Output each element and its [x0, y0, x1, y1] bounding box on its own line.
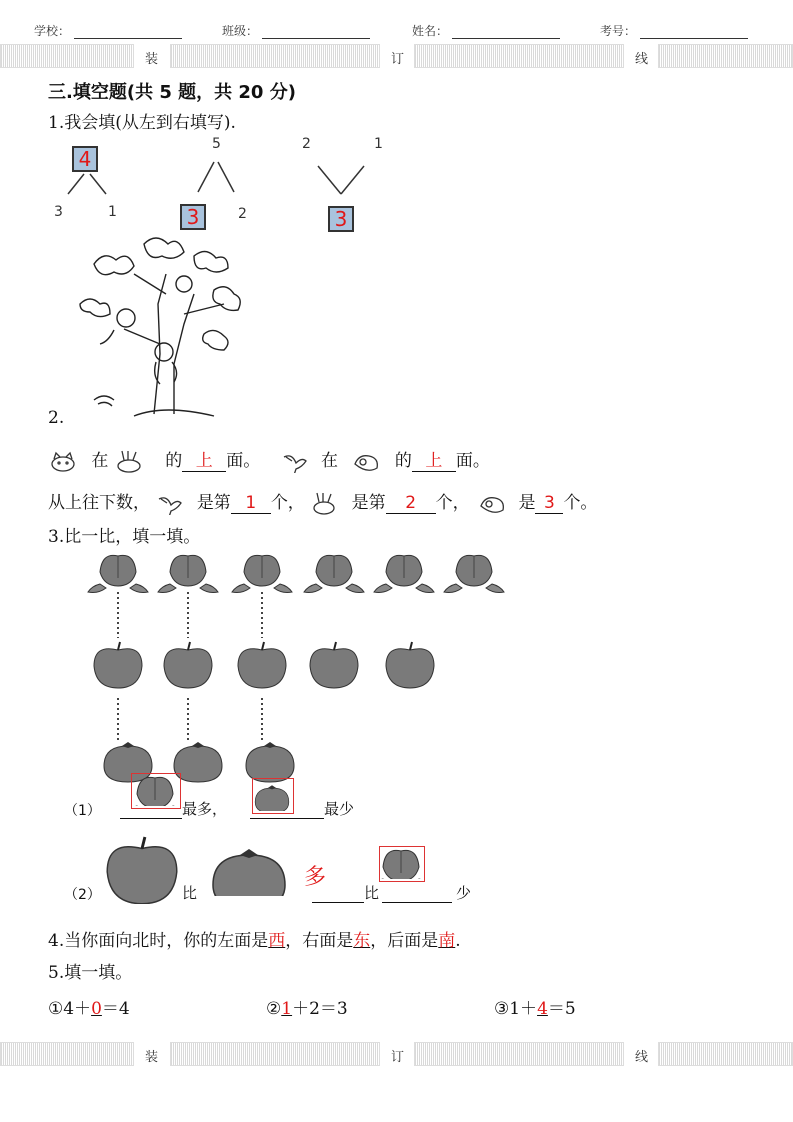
- binding-band-bottom: [0, 1042, 793, 1066]
- branch-number: 2: [238, 206, 247, 222]
- tomato-icon: [174, 742, 222, 782]
- q4-line: [48, 926, 461, 951]
- name-blank[interactable]: [452, 26, 560, 39]
- text: 是: [518, 493, 536, 513]
- text: 是第: [196, 493, 231, 513]
- q2-label: 2.: [48, 408, 65, 428]
- hatch-strip: [170, 44, 380, 68]
- exam-no-field: [600, 22, 748, 39]
- hatch-strip: [0, 1042, 134, 1066]
- text: 的: [165, 451, 183, 471]
- binding-char: 线: [635, 52, 649, 67]
- school-blank[interactable]: [74, 26, 182, 39]
- apple-icon: [238, 642, 286, 688]
- name-label: 姓名：: [412, 24, 449, 38]
- text: ③1＋: [494, 999, 538, 1019]
- peach-row: [88, 555, 504, 592]
- answer-text[interactable]: 4: [537, 999, 548, 1019]
- q5-item: [266, 994, 348, 1019]
- text: 从上往下数，: [48, 493, 150, 513]
- peach-icon: [380, 847, 422, 879]
- text: 比: [364, 884, 380, 902]
- peach-icon: [88, 555, 148, 592]
- exam-no-label: 考号：: [600, 24, 637, 38]
- text: 个。: [563, 493, 598, 513]
- hatch-strip: [170, 1042, 380, 1066]
- apple-icon: [164, 642, 212, 688]
- school-label: 学校：: [34, 24, 71, 38]
- answer-text[interactable]: 东: [353, 931, 371, 951]
- branch-number: 1: [108, 204, 117, 220]
- answer-text[interactable]: 南: [438, 931, 456, 951]
- text: .: [455, 931, 461, 951]
- class-label: 班级：: [222, 24, 259, 38]
- answer-text[interactable]: 1: [281, 999, 293, 1019]
- branch-number: 5: [212, 136, 221, 152]
- hatch-strip: [414, 1042, 624, 1066]
- answer-blank[interactable]: [412, 451, 456, 472]
- rabbit-icon: [310, 492, 338, 516]
- answer-text[interactable]: 0: [91, 999, 102, 1019]
- q2-line1: [48, 446, 490, 474]
- answer-blank[interactable]: [231, 493, 271, 514]
- cat-icon: [48, 451, 78, 473]
- answer-blank[interactable]: [250, 818, 324, 819]
- text: 最多，: [182, 800, 228, 818]
- text: 个，: [270, 493, 305, 513]
- class-field: [222, 22, 370, 39]
- binding-char: 线: [635, 1050, 649, 1065]
- tomato-icon: [246, 742, 294, 782]
- binding-band-top: [0, 44, 793, 68]
- answer-blank[interactable]: [120, 818, 182, 819]
- answer-box[interactable]: 3: [328, 206, 354, 232]
- answer-blank[interactable]: [182, 451, 226, 472]
- rabbit-icon: [114, 450, 144, 474]
- text: ＝5: [547, 999, 576, 1019]
- answer-blank[interactable]: [535, 493, 563, 514]
- apple-icon: [386, 642, 434, 688]
- peach-icon: [444, 555, 504, 592]
- hatch-strip: [414, 44, 624, 68]
- class-blank[interactable]: [262, 26, 370, 39]
- school-field: [34, 22, 182, 39]
- answer-text: 多: [304, 865, 327, 890]
- q3-label: 3.比一比，填一填。: [48, 527, 201, 547]
- answer-text: 上: [425, 451, 443, 471]
- hatch-strip: [658, 1042, 793, 1066]
- tomato-icon: [253, 779, 291, 811]
- branch-number: 1: [374, 136, 383, 152]
- binding-char: 订: [391, 52, 405, 67]
- q5-item: [494, 994, 576, 1019]
- text: 个，: [435, 493, 470, 513]
- answer-box[interactable]: [131, 773, 181, 809]
- text: ＝4: [101, 999, 130, 1019]
- text: 少: [456, 884, 472, 902]
- apple-icon: [104, 826, 180, 904]
- answer-text: 上: [195, 451, 213, 471]
- q1-label: 1.我会填(从左到右填写).: [48, 113, 236, 133]
- peach-icon: [232, 555, 292, 592]
- text: 面。: [455, 451, 490, 471]
- text: 在: [321, 451, 339, 471]
- apple-row: [94, 642, 434, 688]
- bird-icon: [280, 451, 308, 473]
- q3-sub2-number: （2）: [64, 887, 101, 903]
- tree-illustration: [74, 234, 250, 420]
- answer-blank[interactable]: [386, 493, 436, 514]
- exam-no-blank[interactable]: [640, 26, 748, 39]
- q5-item: [48, 994, 130, 1019]
- name-field: [412, 22, 560, 39]
- text: 最少: [324, 800, 355, 818]
- answer-text: 1: [245, 493, 257, 513]
- text: 的: [394, 451, 412, 471]
- answer-blank[interactable]: [312, 902, 364, 903]
- bird-icon: [155, 493, 183, 515]
- peach-icon: [304, 555, 364, 592]
- text: ①4＋: [48, 999, 92, 1019]
- text: ，右面是: [285, 931, 354, 951]
- peach-icon: [158, 555, 218, 592]
- answer-box[interactable]: [379, 846, 425, 882]
- peach-icon: [374, 555, 434, 592]
- q1-diagram-area: [56, 134, 386, 232]
- hatch-strip: [658, 44, 793, 68]
- binding-char: 订: [391, 1050, 405, 1065]
- fruit-comparison-figure: [58, 546, 506, 784]
- answer-text[interactable]: 西: [268, 931, 286, 951]
- binding-char: 装: [145, 1050, 159, 1065]
- answer-text: 2: [405, 493, 417, 513]
- branch-number: 3: [54, 204, 63, 220]
- text: 在: [91, 451, 109, 471]
- text: 4.当你面向北时，你的左面是: [48, 931, 269, 951]
- text: ，后面是: [370, 931, 439, 951]
- apple-icon: [310, 642, 358, 688]
- answer-box[interactable]: 3: [180, 204, 206, 230]
- binding-char: 装: [145, 52, 159, 67]
- text: 面。: [226, 451, 261, 471]
- answer-box[interactable]: 4: [72, 146, 98, 172]
- q2-line2: [48, 488, 597, 516]
- section-title: 三.填空题(共 5 题，共 20 分): [48, 82, 296, 103]
- text: 是第: [351, 493, 386, 513]
- text: 比: [182, 884, 198, 902]
- text: ＋2＝3: [292, 999, 348, 1019]
- answer-text: 3: [544, 493, 555, 513]
- tomato-icon: [210, 846, 288, 896]
- peach-icon: [132, 774, 178, 806]
- squirrel-icon: [475, 492, 507, 516]
- apple-icon: [94, 642, 142, 688]
- text: ②: [266, 999, 282, 1019]
- q3-sub1-number: （1）: [64, 803, 101, 819]
- answer-blank[interactable]: [382, 902, 452, 903]
- q5-label: 5.填一填。: [48, 963, 133, 983]
- squirrel-icon: [349, 450, 383, 474]
- hatch-strip: [0, 44, 134, 68]
- answer-box[interactable]: [252, 778, 294, 814]
- branch-number: 2: [302, 136, 311, 152]
